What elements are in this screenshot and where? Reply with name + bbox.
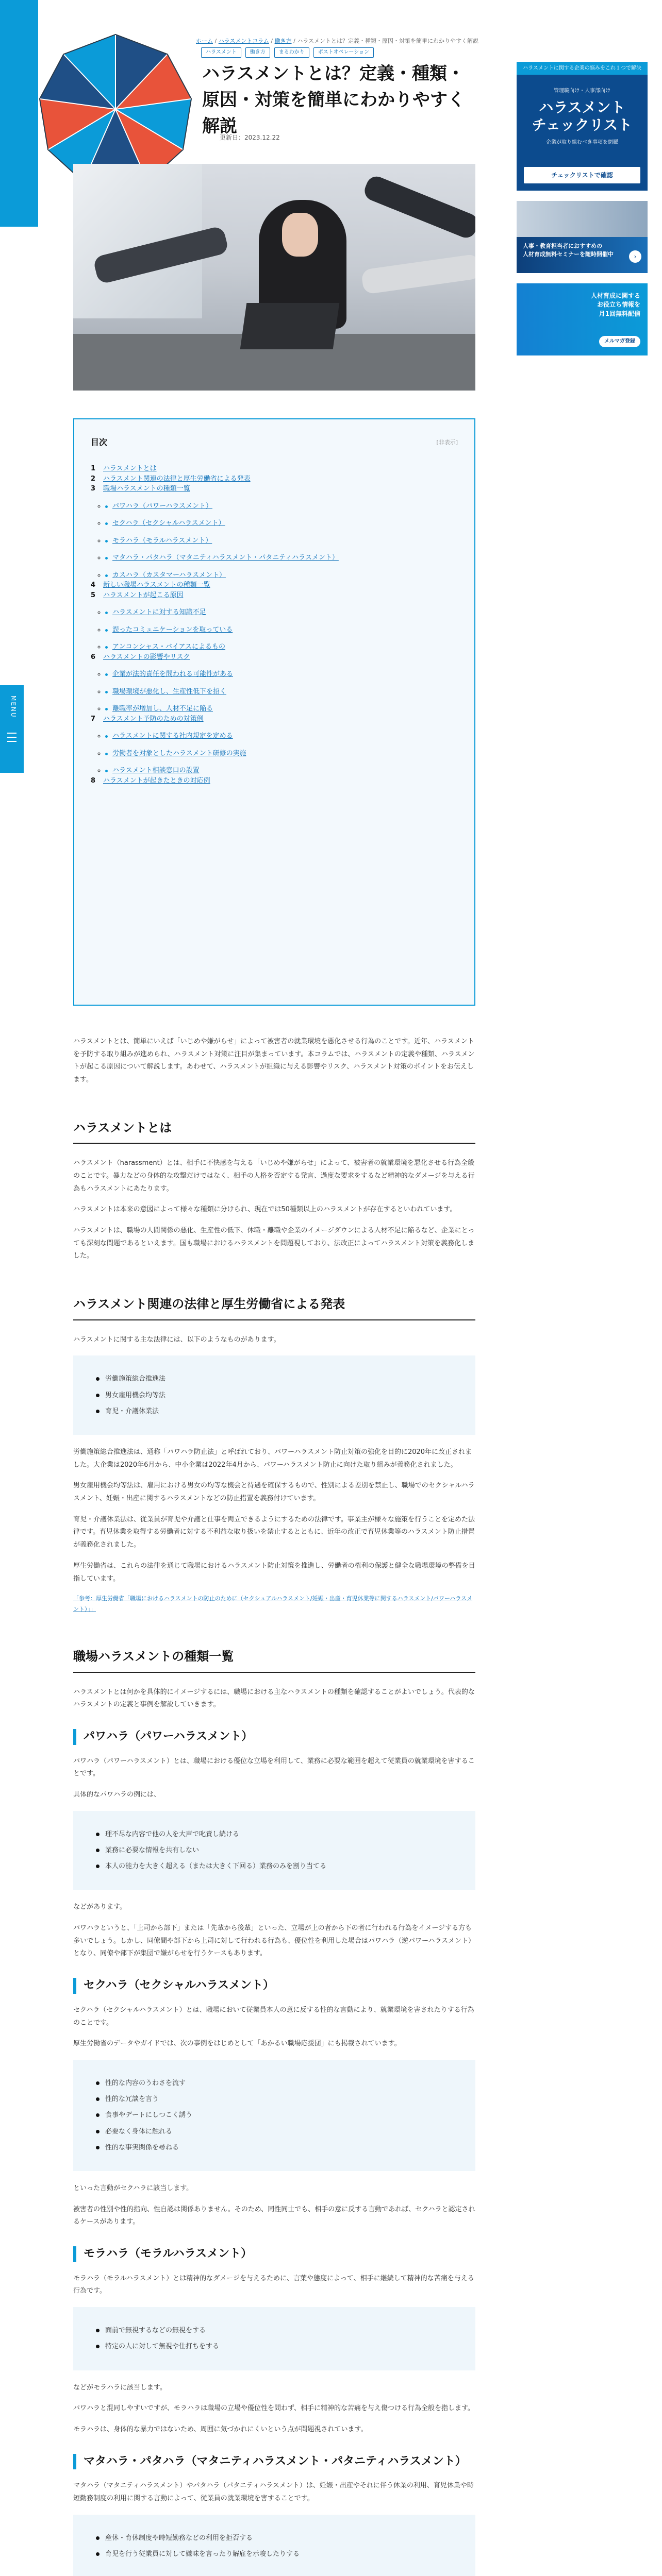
checklist-cta-button[interactable]: チェックリストで確認: [524, 167, 640, 183]
tag[interactable]: ポストオペレーション: [313, 47, 374, 58]
paragraph: といった言動がセクハラに該当します。: [73, 2184, 193, 2192]
toc-section: [91, 652, 458, 714]
paragraph: ハラスメントは本来の意図によって様々な種類に分けられ、現在では50種類以上のハラスメントが存在するといわれています。: [73, 1206, 457, 1214]
banner-subtitle: 管理職向け・人事部向け: [554, 88, 610, 94]
paragraph: などがモラハラに該当します。: [73, 2383, 167, 2392]
paragraph: などがあります。: [73, 1903, 126, 1911]
toc-sublink[interactable]: カスハラ（カスタマーハラスメント）: [112, 571, 226, 579]
paragraph: 労働施策総合推進法は、通称「パワハラ防止法」と呼ばれており、パワーハラスメント防止対策の強化を目的に2020年に改正されました。大企業は2020年6月から、中小企業は2022年4月から、パワーハラスメント防止に向けた取り組みが義務化されました。: [73, 1448, 472, 1469]
toc-section: [91, 590, 458, 652]
toc-section: [91, 464, 458, 474]
list-item: 育児を行う従業員に対して嫌味を言ったり解雇を示唆したりする: [96, 2546, 460, 2562]
toc-number: 7: [91, 715, 96, 723]
section-heading: ハラスメント関連の法律と厚生労働省による発表: [73, 1296, 475, 1320]
paragraph: モラハラは、身体的な暴力ではないため、周囲に気づかれにくいという点が問題視されています。: [73, 2425, 368, 2433]
toc-title: 目次: [91, 437, 108, 447]
toc-sublink[interactable]: マタハラ・パタハラ（マタニティハラスメント・パタニティハラスメント）: [112, 554, 339, 562]
toc-subitem: [105, 642, 458, 652]
sidebar: [517, 62, 648, 366]
breadcrumb: ホーム / ハラスメントコラム / 働き方 / ハラスメントとは？定義・種類・原因・対策を簡単にわかりやすく解説: [196, 38, 478, 44]
paragraph: パワハラと混同しやすいですが、モラハラは職場の立場や優位性を問わず、相手に精神的な苦痛を与え傷つける行為全般を指します。: [73, 2404, 474, 2413]
list-item: 必要なく身体に触れる: [96, 2124, 460, 2140]
breadcrumb-item[interactable]: ハラスメントコラム: [218, 38, 269, 44]
toc-link[interactable]: ハラスメント予防のための対策例: [103, 715, 204, 723]
toc-subitem: [105, 704, 458, 714]
list-item: 特定の人に対して無視や仕打ちをする: [96, 2338, 460, 2354]
toc-link[interactable]: ハラスメントが起こる原因: [103, 591, 184, 599]
toc-subitem: [105, 553, 458, 563]
list-item: 性的な冗談を言う: [96, 2091, 460, 2107]
hamburger-icon: [7, 733, 16, 745]
pawa-list: [73, 1811, 475, 1890]
paragraph: 育児・介護休業法は、従業員が育児や介護と仕事を両立できるようにするための法律です。事業主が様々な施策を行うことを定めた法律です。育児休業を取得する労働者に対する不利益な取り扱いを禁止するとともに、近年の改正で育児休業等のハラスメント防止措置が義務化されました。: [73, 1515, 475, 1549]
toc-toggle[interactable]: [非表示]: [436, 438, 458, 446]
toc-subitem: [105, 536, 458, 546]
hero-image: [73, 164, 475, 391]
tag[interactable]: まるわかり: [274, 47, 309, 58]
paragraph: パワハラ（パワーハラスメント）とは、職場における優位な立場を利用して、業務に必要な範囲を超えて従業員の就業環境を害することです。: [73, 1757, 475, 1778]
list-item: 業務に必要な情報を共有しない: [96, 1842, 460, 1858]
seku-list: [73, 2060, 475, 2171]
banner-photo: [517, 201, 648, 237]
tag[interactable]: ハラスメント: [201, 47, 241, 58]
toc-section: [91, 474, 458, 484]
seminar-banner[interactable]: [517, 201, 648, 273]
toc-sublink[interactable]: アンコンシャス・バイアスによるもの: [112, 643, 225, 651]
toc-section: [91, 484, 458, 580]
paragraph: ハラスメントとは何かを具体的にイメージするには、職場における主なハラスメントの種類を確認することがよいでしょう。代表的なハラスメントの定義と事例を解説していきます。: [73, 1688, 475, 1709]
toc-number: 2: [91, 474, 96, 483]
toc-number: 4: [91, 581, 96, 589]
table-of-contents: [73, 418, 475, 1006]
toc-sublink[interactable]: モラハラ（モラルハラスメント）: [112, 536, 212, 545]
updated-date: 更新日：2023.12.22: [220, 134, 280, 141]
toc-link[interactable]: ハラスメントが起きたときの対応例: [103, 776, 210, 785]
toc-sublink[interactable]: ハラスメントに対する知識不足: [112, 608, 206, 617]
toc-subitem: [105, 731, 458, 741]
toc-sublink[interactable]: ハラスメントに関する社内規定を定める: [112, 732, 233, 740]
toc-subitem: [105, 766, 458, 776]
banner-strip: ハラスメントに関する企業の悩みをこれ１つで解決: [517, 62, 648, 75]
toc-sublink[interactable]: 誤ったコミュニケーションを取っている: [112, 625, 233, 634]
paragraph: 被害者の性別や性的指向、性自認は関係ありません。そのため、同性同士でも、相手の意に反する言動であれば、セクハラと認定されるケースがあります。: [73, 2205, 475, 2226]
toc-subitem: [105, 625, 458, 635]
paragraph: ハラスメントは、職場の人間関係の悪化、生産性の低下、休職・離職や企業のイメージダウンによる人材不足に陥るなど、企業にとっても深刻な問題であるといえます。国も職場におけるハラスメントを問題視しており、法改正によってハラスメント対策を義務化しました。: [73, 1227, 475, 1260]
tag-list: [201, 47, 374, 58]
toc-sublink[interactable]: 職場環境が悪化し、生産性低下を招く: [112, 687, 227, 696]
paragraph: モラハラ（モラルハラスメント）とは精神的なダメージを与えるために、言葉や態度によって、相手に継続して精神的な苦痛を与える行為です。: [73, 2274, 474, 2295]
banner-title: ハラスメント チェックリスト: [532, 99, 633, 133]
rail-accent: [0, 0, 38, 227]
law-list: [73, 1355, 475, 1435]
toc-number: 3: [91, 485, 96, 493]
newsletter-cta-button[interactable]: メルマガ登録: [599, 336, 640, 347]
source-link[interactable]: 「参考：厚生労働省「職場におけるハラスメントの防止のために（セクシュアルハラスメント/妊娠・出産・育児休業等に関するハラスメント/パワーハラスメント）」」: [73, 1595, 473, 1613]
section-heading: ハラスメントとは: [73, 1120, 475, 1144]
breadcrumb-item[interactable]: 働き方: [274, 38, 292, 44]
paragraph: ハラスメントに関する主な法律には、以下のようなものがあります。: [73, 1335, 280, 1344]
toc-sublink[interactable]: パワハラ（パワーハラスメント）: [112, 502, 212, 510]
toc-list: [91, 464, 458, 786]
paragraph: パワハラというと、「上司から部下」または「先輩から後輩」といった、立場が上の者から下の者に行われる行為をイメージする方も多いでしょう。しかし、同僚間や部下から上司に対して行われる行為も、優位性を利用した場合はパワハラ（逆パワーハラスメント）となり、同僚や部下が集団で嫌がらせを行うケースもあります。: [73, 1924, 475, 1958]
toc-sublink[interactable]: 労働者を対象としたハラスメント研修の実施: [112, 749, 246, 757]
section-heading: 職場ハラスメントの種類一覧: [73, 1648, 475, 1673]
toc-section: [91, 580, 458, 590]
toc-number: 6: [91, 653, 96, 661]
toc-subitem: [105, 518, 458, 529]
paragraph: セクハラ（セクシャルハラスメント）とは、職場において従業員本人の意に反する性的な言動により、就業環境を害されたりする行為のことです。: [73, 2006, 474, 2027]
toc-link[interactable]: ハラスメントの影響やリスク: [103, 653, 190, 661]
subsection-heading: モラハラ（モラルハラスメント）: [73, 2246, 475, 2262]
paragraph: 具体的なパワハラの例には、: [73, 1791, 161, 1799]
banner-text: 人事・教育担当者におすすめの 人材育成無料セミナーを随時開催中: [523, 243, 614, 258]
list-item: 性的な事実関係を尋ねる: [96, 2140, 460, 2156]
toc-link[interactable]: ハラスメント関連の法律と厚生労働省による発表: [103, 474, 251, 483]
toc-subitem: [105, 501, 458, 512]
list-item: 労働施策総合推進法: [96, 1371, 460, 1387]
list-item: 男女雇用機会均等法: [96, 1387, 460, 1403]
subsection-heading: セクハラ（セクシャルハラスメント）: [73, 1978, 475, 1994]
toc-sublink[interactable]: 企業が法的責任を問われる可能性がある: [112, 670, 234, 679]
paragraph: ハラスメント（harassment）とは、相手に不快感を与える「いじめや嫌がらせ」によって、被害者の就業環境を悪化させる行為全般のことです。暴力などの身体的な攻撃だけではなく、相手の人格を否定する発言、過度な要求をするなど精神的なダメージを与える行為もハラスメントにあたります。: [73, 1159, 475, 1193]
list-item: 理不尽な内容で他の人を大声で叱責し続ける: [96, 1826, 460, 1842]
toc-section: [91, 714, 458, 776]
banner-desc: 企業が取り組むべき事項を網羅: [546, 140, 618, 146]
paragraph: 厚生労働省のデータやガイドでは、次の事例をはじめとして「あかるい職場応援団」にも掲載されています。: [73, 2040, 401, 2048]
list-item: 食事やデートにしつこく誘う: [96, 2107, 460, 2123]
toc-subitem: [105, 570, 458, 581]
paragraph: 厚生労働省は、これらの法律を通じて職場におけるハラスメント防止対策を推進し、労働者の権利の保護と健全な職場環境の整備を目指しています。: [73, 1562, 475, 1583]
list-item: 産休・育休制度や時短勤務などの利用を拒否する: [96, 2530, 460, 2546]
paragraph: 男女雇用機会均等法は、雇用における男女の均等な機会と待遇を確保するもので、性別による差別を禁止し、職場でのセクシャルハラスメント、妊娠・出産に関するハラスメントなどの防止措置を義務付けています。: [73, 1482, 475, 1503]
newsletter-banner[interactable]: [517, 283, 648, 355]
menu-label: MENU: [9, 696, 17, 718]
page-title: ハラスメントとは？定義・種類・原因・対策を簡単にわかりやすく解説: [202, 63, 465, 137]
subsection-heading: マタハラ・パタハラ（マタニティハラスメント・パタニティハラスメント）: [73, 2454, 475, 2470]
list-item: 性的な内容のうわさを流す: [96, 2075, 460, 2091]
subsection-heading: パワハラ（パワーハラスメント）: [73, 1729, 475, 1745]
toc-number: 8: [91, 776, 96, 785]
toc-sublink[interactable]: セクハラ（セクシャルハラスメント）: [112, 519, 225, 528]
toc-link[interactable]: 職場ハラスメントの種類一覧: [103, 485, 190, 493]
toc-sublink[interactable]: ハラスメント相談窓口の設置: [112, 767, 200, 775]
paragraph: マタハラ（マタニティハラスメント）やパタハラ（パタニティハラスメント）は、妊娠・出産やそれに伴う休業の利用、育児休業や時短勤務制度の利用に関する言動によって、従業員の就業環境を害することです。: [73, 2482, 474, 2503]
mora-list: [73, 2307, 475, 2370]
list-item: 本人の能力を大きく超える（または大きく下回る）業務のみを割り当てる: [96, 1858, 460, 1874]
left-rail: [0, 0, 38, 2576]
checklist-banner[interactable]: [517, 62, 648, 191]
toc-number: 5: [91, 591, 96, 599]
toc-section: [91, 776, 458, 786]
toc-sublink[interactable]: 離職率が増加し、人材不足に陥る: [112, 705, 213, 713]
toc-subitem: [105, 749, 458, 759]
banner-text: 人材育成に関する お役立ち情報を 月1回無料配信: [590, 292, 640, 317]
toc-subitem: [105, 607, 458, 618]
breadcrumb-home[interactable]: ホーム: [196, 38, 213, 44]
article-body: [73, 1036, 475, 2576]
toc-subitem: [105, 669, 458, 680]
toc-subitem: [105, 687, 458, 697]
breadcrumb-current: ハラスメントとは？定義・種類・原因・対策を簡単にわかりやすく解説: [297, 38, 478, 44]
toc-link[interactable]: 新しい職場ハラスメントの種類一覧: [103, 581, 210, 589]
toc-number: 1: [91, 465, 96, 473]
site-logo[interactable]: [38, 32, 193, 187]
tag[interactable]: 働き方: [245, 47, 270, 58]
mata-list: [73, 2515, 475, 2576]
list-item: 面前で無視するなどの無視をする: [96, 2323, 460, 2338]
list-item: 育児・介護休業法: [96, 1403, 460, 1419]
arrow-right-icon: ›: [629, 250, 641, 263]
menu-button[interactable]: [0, 685, 24, 773]
toc-link[interactable]: ハラスメントとは: [103, 465, 157, 473]
intro-paragraph: ハラスメントとは、簡単にいえば「いじめや嫌がらせ」によって被害者の就業環境を悪化させる行為のことです。近年、ハラスメントを予防する取り組みが進められ、ハラスメント対策に注目が集まっています。本コラムでは、ハラスメントの定義や種類、ハラスメントが起こる原因について解説します。あわせて、ハラスメントが組織に与える影響やリスク、ハラスメント対策のポイントをお伝えします。: [73, 1038, 475, 1084]
